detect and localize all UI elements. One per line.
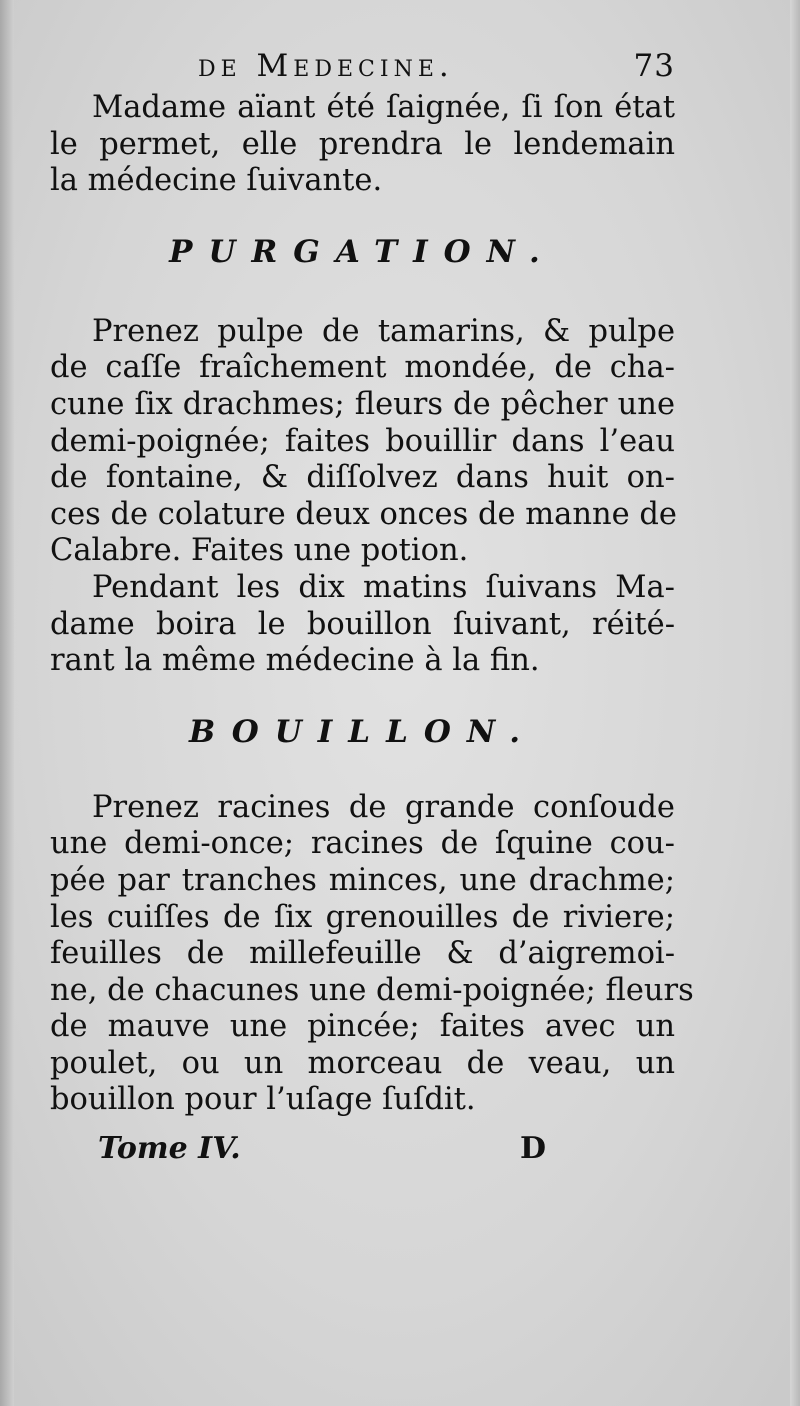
text-line: cune ſix drachmes; fleurs de pêcher une <box>50 386 675 422</box>
text-line: bouillon pour l’uſage ſuſdit. <box>50 1082 476 1118</box>
gathering-signature: D <box>520 1131 547 1167</box>
paragraph-pendant <box>50 570 675 680</box>
text-line: demi-poignée; faites bouillir dans l’eau <box>50 423 675 459</box>
running-head <box>50 40 675 90</box>
paragraph-intro <box>50 90 675 200</box>
page-gutter-shadow <box>0 0 14 1406</box>
text-line: de caſſe fraîchement mondée, de cha- <box>50 350 675 386</box>
paragraph-purgation <box>50 314 675 570</box>
text-line: feuilles de millefeuille & d’aigremoi- <box>50 936 675 972</box>
paragraph-bouillon <box>50 789 694 1119</box>
page-number: 73 <box>633 48 675 84</box>
text-line: la médecine ſuivante. <box>50 163 383 199</box>
text-line: Prenez racines de grande conſoude <box>92 789 675 825</box>
heading-bouillon: BOUILLON. <box>188 713 537 750</box>
text-line: de mauve une pincée; faites avec un <box>50 1009 675 1045</box>
heading-purgation: PURGATION. <box>169 233 556 270</box>
text-block <box>50 40 694 1171</box>
text-line: poulet, ou un morceau de veau, un <box>50 1045 675 1081</box>
page-footer <box>50 1131 675 1171</box>
text-line: ces de colature deux onces de manne de <box>50 496 677 532</box>
text-line: dame boira le bouillon ſuivant, réité- <box>50 606 675 642</box>
text-line: une demi-once; racines de ſquine cou- <box>50 826 675 862</box>
text-line: Calabre. Faites une potion. <box>50 533 469 569</box>
text-line: de fontaine, & diſſolvez dans huit on- <box>50 460 675 496</box>
text-line: Pendant les dix matins ſuivans Ma- <box>92 569 675 605</box>
text-line: le permet, elle prendra le lendemain <box>50 126 675 162</box>
text-line: pée par tranches minces, une drachme; <box>50 862 675 898</box>
text-line: les cuiſſes de ſix grenouilles de riviere; <box>50 899 675 935</box>
running-title: de Medecine. <box>198 48 454 84</box>
text-line: rant la même médecine à la fin. <box>50 643 540 679</box>
text-line: ne, de chacunes une demi-poignée; fleurs <box>50 972 694 1008</box>
text-line: Madame aïant été ſaignée, ſi ſon état <box>92 90 675 125</box>
volume-signature: Tome IV. <box>98 1131 241 1167</box>
page-edge-shadow <box>790 0 800 1406</box>
text-line: Prenez pulpe de tamarins, & pulpe <box>92 313 675 349</box>
